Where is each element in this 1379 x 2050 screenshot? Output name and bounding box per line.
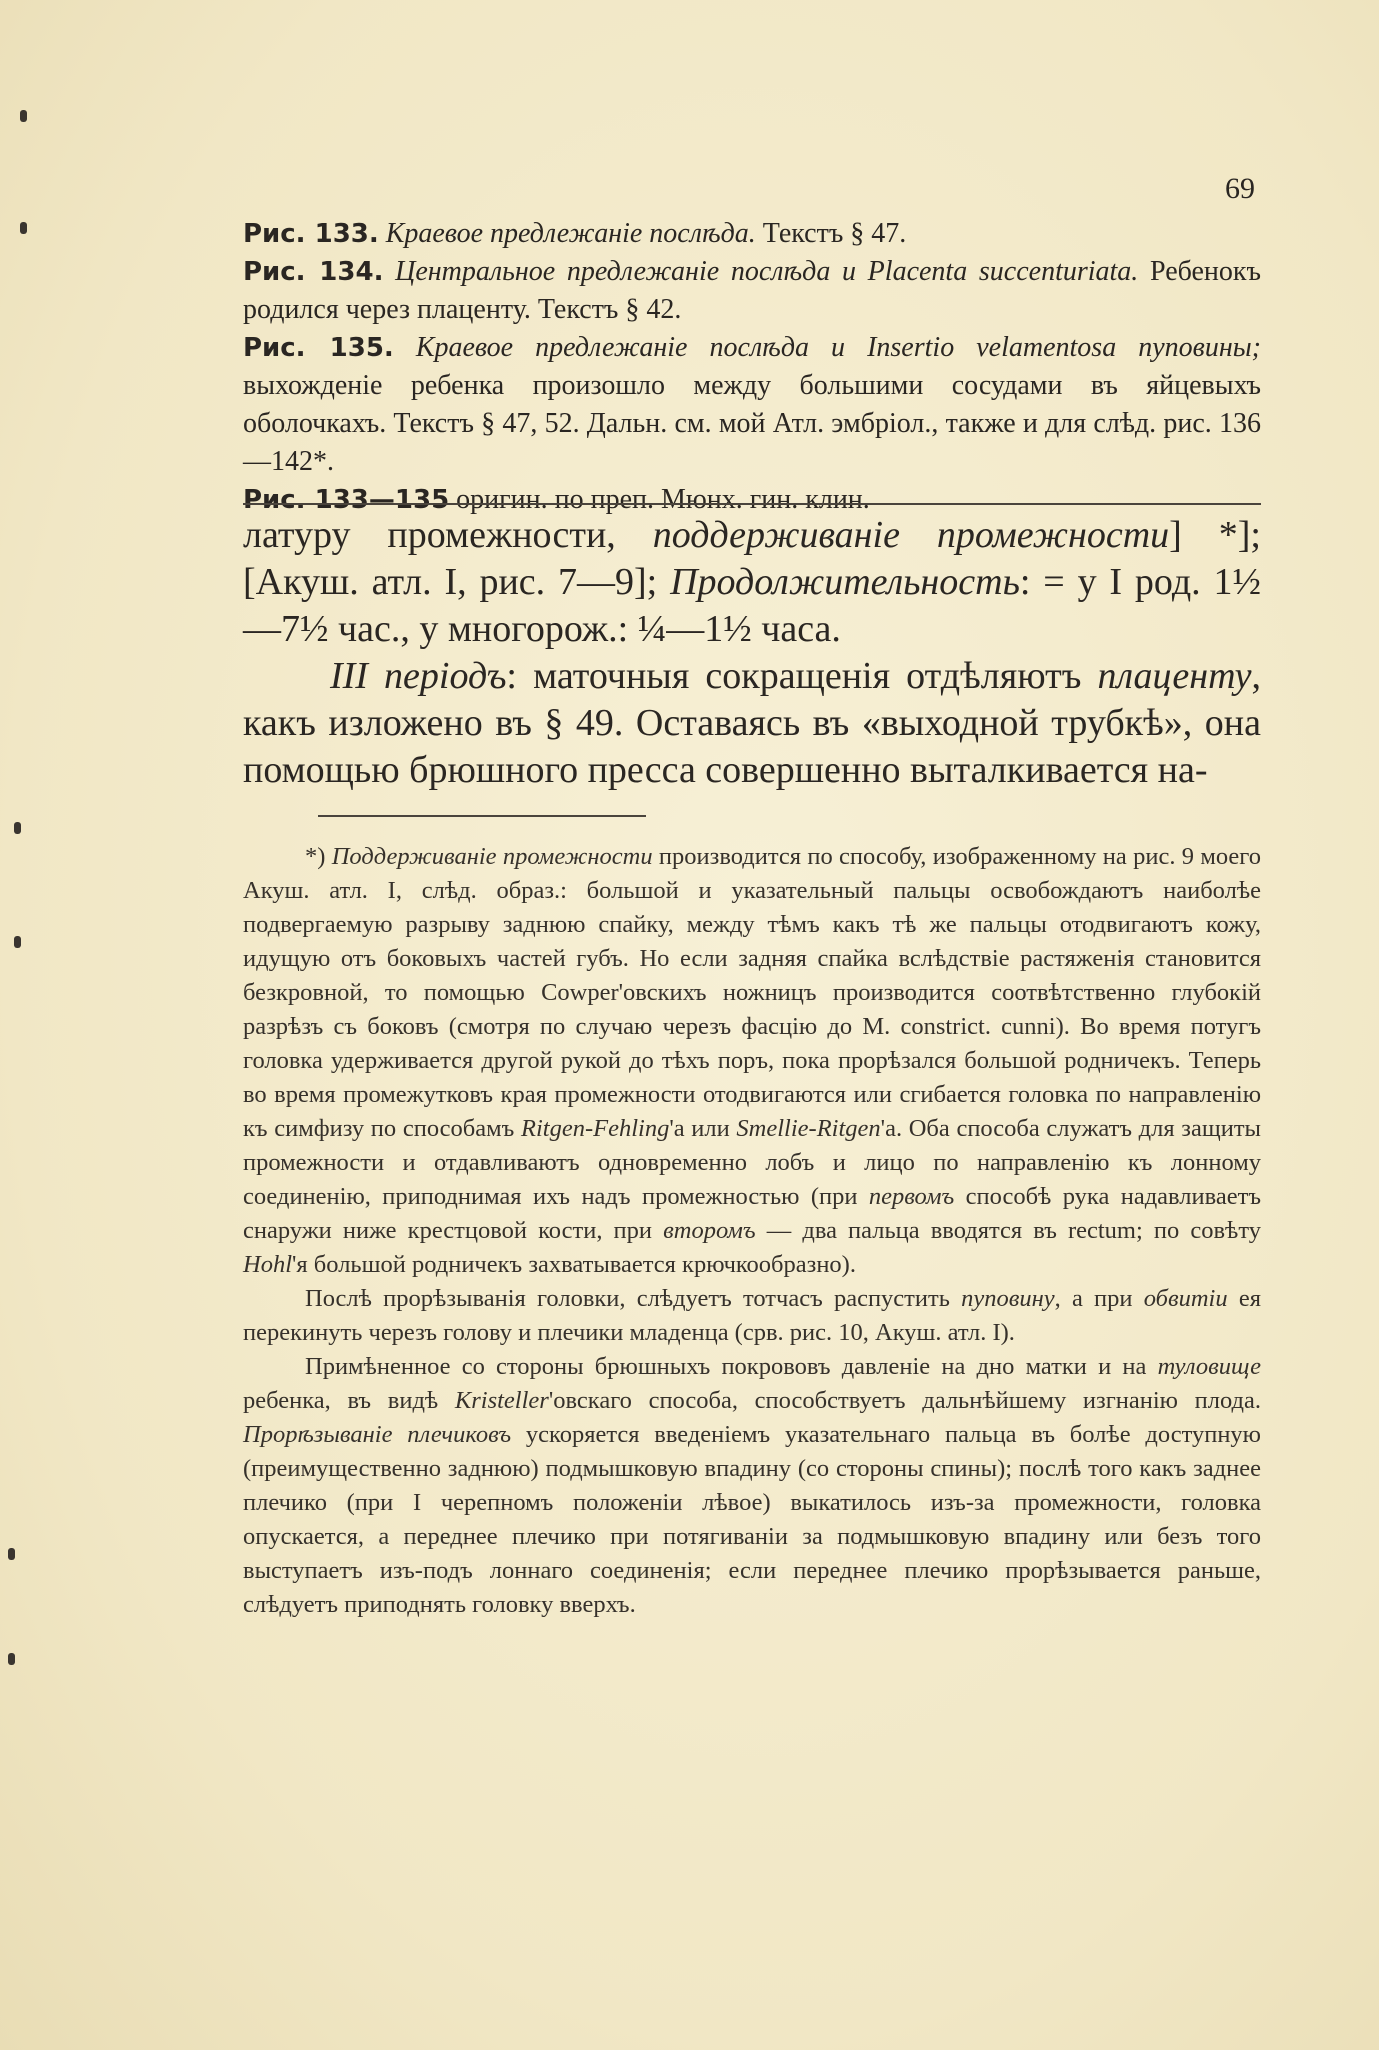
caption-fig-133-135-source: Рис. 133—135 оригин. по преп. Мюнх. гин. клин. (243, 484, 870, 515)
footnote-divider (318, 815, 646, 817)
margin-mark (8, 1653, 15, 1665)
margin-mark (14, 822, 21, 834)
footnote-3: Примѣненное со стороны брюшныхъ покрововъ давленіе на дно матки и на туловище ребенка, въ видѣ Kristeller'овскаго способа, способствуетъ дальнѣйшему изгнанію плода. Прорѣзываніе плечиковъ ускоряется введеніемъ указательнаго пальца въ болѣе доступную (преимущественно заднюю) подмышковую впадину (со стороны спины); послѣ того какъ заднее плечико (при I черепномъ положеніи лѣвое) выкатилось изъ-за промежности, головка опускается, а переднее плечико при потягиваніи за подмышковую впадину или безъ того выступаетъ изъ-подъ лоннаго соединенія; если переднее плечико прорѣзывается раньше, слѣдуетъ приподнять головку вверхъ. (243, 1353, 1261, 1618)
caption-fig-133: Рис. 133. Краевое предлежаніе послѣда. Текстъ § 47. (243, 218, 907, 249)
main-text (243, 512, 1261, 794)
page-number: 69 (1225, 172, 1255, 205)
body-paragraph-1: латуру промежности, поддерживаніе промежности] *]; [Акуш. атл. I, рис. 7—9]; Продолжительность: = у I род. 1½—7½ час., у многорож.: ¼—1½ часа. (243, 514, 1261, 650)
caption-fig-135: Рис. 135. Краевое предлежаніе послѣда и Insertio velamentosa пуповины; выхожденіе ребенка произошло между большими сосудами въ яйцевыхъ оболочкахъ. Текстъ § 47, 52. Дальн. см. мой Атл. эмбріол., также и для слѣд. рис. 136—142*. (243, 332, 1262, 477)
body-paragraph-2: III періодъ: маточныя сокращенія отдѣляютъ плаценту, какъ изложено въ § 49. Оставаясь въ «выходной трубкѣ», она помощью брюшного пресса совершенно выталкивается на- (243, 655, 1261, 791)
caption-divider (243, 503, 1261, 505)
margin-mark (14, 936, 21, 948)
footnotes (243, 840, 1261, 1622)
caption-fig-134: Рис. 134. Центральное предлежаніе послѣда и Placenta succenturiata. Ребенокъ родился через плаценту. Текстъ § 42. (243, 256, 1261, 325)
margin-mark (8, 1548, 15, 1560)
figure-captions (243, 215, 1261, 519)
margin-mark (20, 110, 27, 122)
footnote-1: *) Поддерживаніе промежности производится по способу, изображенному на рис. 9 моего Акуш. атл. I, слѣд. образ.: большой и указательный пальцы освобождаютъ наиболѣе подвергаемую разрыву заднюю спайку, между тѣмъ какъ тѣ же пальцы отодвигаютъ кожу, идущую отъ боковыхъ частей губъ. Но если задняя спайка вслѣдствіе растяженія становится безкровной, то помощью Cowper'овскихъ ножницъ производится соотвѣтственно глубокій разрѣзъ съ боковъ (смотря по случаю черезъ фасцію до M. constrict. cunni). Во время потугъ головка удерживается другой рукой до тѣхъ поръ, пока прорѣзался большой родничекъ. Теперь во время промежутковъ края промежности отодвигаются или сгибается головка по направленію къ симфизу по способамъ Ritgen-Fehling'а или Smellie-Ritgen'а. Оба способа служатъ для защиты промежности и отдавливаютъ одновременно лобъ и лицо по направленію къ лонному соединенію, приподнимая ихъ надъ промежностью (при первомъ способѣ рука надавливаетъ снаружи ниже крестцовой кости, при второмъ — два пальца вводятся въ rectum; по совѣту Hohl'я большой родничекъ захватывается крючкообразно). (243, 843, 1261, 1278)
margin-mark (20, 222, 27, 234)
footnote-2: Послѣ прорѣзыванія головки, слѣдуетъ тотчасъ распустить пуповину, а при обвитіи ея перекинуть черезъ голову и плечики младенца (срв. рис. 10, Акуш. атл. I). (243, 1285, 1261, 1346)
